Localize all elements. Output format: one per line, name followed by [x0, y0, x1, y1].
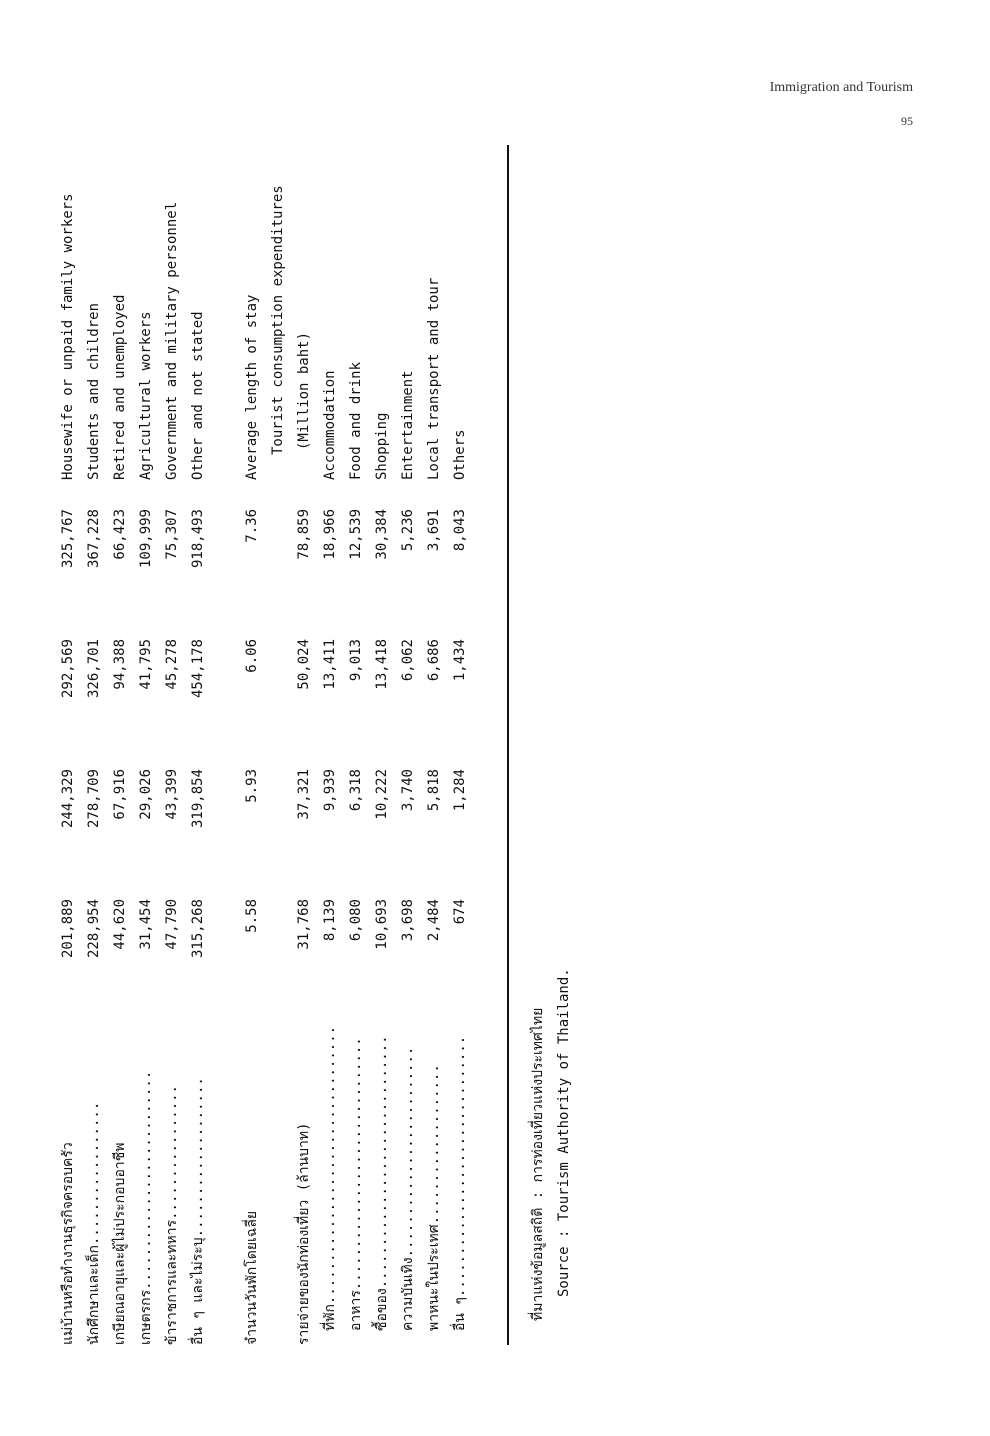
value-col2: 1,284 [452, 769, 468, 812]
english-label: Retired and unemployed [112, 294, 128, 480]
english-label: Shopping [374, 412, 390, 480]
english-label: Agricultural workers [138, 311, 154, 480]
value-col4: 7.36 [244, 509, 260, 543]
table-row [160, 145, 184, 1345]
value-col4: 109,999 [138, 509, 154, 569]
value-col4: 918,493 [190, 509, 206, 569]
value-col1: 8,139 [322, 899, 338, 942]
value-col1: 201,889 [60, 899, 76, 959]
value-col4: 3,691 [426, 509, 442, 552]
thai-label: เกษตรกร.......................... [138, 1070, 154, 1345]
thai-label: ที่พัก................................. [322, 1025, 338, 1331]
table-row [134, 145, 158, 1345]
value-col4: 12,539 [348, 509, 364, 560]
value-col1: 10,693 [374, 899, 390, 950]
thai-label: รายจ่ายของนักท่องเที่ยว (ล้านบาท) [296, 1122, 312, 1345]
value-col3: 13,411 [322, 639, 338, 690]
english-label: Other and not stated [190, 311, 206, 480]
value-col3: 326,701 [86, 639, 102, 699]
value-col4: 30,384 [374, 509, 390, 560]
value-col3: 292,569 [60, 639, 76, 699]
english-label: Tourist consumption expenditures [270, 185, 286, 455]
table-row [396, 145, 420, 1345]
thai-label: จำนวนวันพักโดยเฉลี่ย [244, 1210, 260, 1345]
value-col2: 319,854 [190, 769, 206, 829]
value-col3: 6,062 [400, 639, 416, 682]
thai-label: แม่บ้านหรือทำงานธุรกิจครอบครัว [60, 1142, 76, 1345]
thai-label: ซื้อของ.............................. [374, 1035, 390, 1331]
source-note-thai: ที่มาแห่งข้อมูลสถิติ : การท่องเที่ยวแห่งประเทศไทย [530, 1007, 546, 1321]
page-number: 95 [901, 114, 913, 128]
table-row [186, 145, 210, 1345]
value-col3: 13,418 [374, 639, 390, 690]
table-row [82, 145, 106, 1345]
value-col2: 10,222 [374, 769, 390, 820]
english-label: Accommodation [322, 370, 338, 480]
value-col3: 94,388 [112, 639, 128, 690]
table-row [318, 145, 342, 1345]
value-col1: 31,454 [138, 899, 154, 950]
table-bottom-rule [507, 145, 509, 1345]
value-col4: 5,236 [400, 509, 416, 552]
value-col1: 228,954 [86, 899, 102, 959]
table-row-expenditure-heading [266, 145, 290, 1345]
value-col2: 37,321 [296, 769, 312, 820]
english-label: Entertainment [400, 370, 416, 480]
value-col3: 1,434 [452, 639, 468, 682]
value-col3: 6,686 [426, 639, 442, 682]
value-col1: 47,790 [164, 899, 180, 950]
thai-label: นักศึกษาและเด็ก................. [86, 1101, 102, 1345]
thai-label: เกษียณอายุและผู้ไม่ประกอบอาชีพ [112, 1142, 128, 1345]
value-col4: 66,423 [112, 509, 128, 560]
value-col2: 278,709 [86, 769, 102, 829]
value-col2: 244,329 [60, 769, 76, 829]
value-col2: 6,318 [348, 769, 364, 812]
english-label: Government and military personnel [164, 201, 180, 480]
value-col3: 6.06 [244, 639, 260, 673]
value-col4: 18,966 [322, 509, 338, 560]
english-label: Others [452, 429, 468, 480]
value-col1: 315,268 [190, 899, 206, 959]
value-col1: 31,768 [296, 899, 312, 950]
value-col4: 78,859 [296, 509, 312, 560]
value-col1: 44,620 [112, 899, 128, 950]
value-col4: 75,307 [164, 509, 180, 560]
value-col3: 50,024 [296, 639, 312, 690]
value-col2: 5.93 [244, 769, 260, 803]
value-col3: 454,178 [190, 639, 206, 699]
rotated-statistics-table [40, 145, 580, 1345]
value-col1: 5.58 [244, 899, 260, 933]
value-col2: 29,026 [138, 769, 154, 820]
thai-label: ความบันเทิง......................... [400, 1046, 416, 1331]
value-col2: 5,818 [426, 769, 442, 812]
value-col1: 6,080 [348, 899, 364, 942]
value-col4: 325,767 [60, 509, 76, 569]
value-col2: 9,939 [322, 769, 338, 812]
running-header: Immigration and Tourism [769, 80, 913, 95]
english-label: Average length of stay [244, 294, 260, 480]
value-col4: 8,043 [452, 509, 468, 552]
thai-label: อื่น ๆ............................... [452, 1035, 468, 1331]
english-label: Housewife or unpaid family workers [60, 193, 76, 480]
thai-label: อาหาร.............................. [348, 1037, 364, 1331]
table-row [422, 145, 446, 1345]
table-row [56, 145, 80, 1345]
table-row [344, 145, 368, 1345]
value-col3: 41,795 [138, 639, 154, 690]
value-col2: 67,916 [112, 769, 128, 820]
table-row [448, 145, 472, 1345]
source-note-english: Source : Tourism Authority of Thailand. [556, 968, 572, 1297]
value-col1: 2,484 [426, 899, 442, 942]
value-col1: 674 [452, 899, 468, 925]
table-row [370, 145, 394, 1345]
value-col4: 367,228 [86, 509, 102, 569]
thai-label: อื่น ๆ และไม่ระบุ................... [190, 1077, 206, 1345]
value-col1: 3,698 [400, 899, 416, 942]
english-label: Food and drink [348, 361, 364, 480]
value-col3: 9,013 [348, 639, 364, 682]
value-col2: 3,740 [400, 769, 416, 812]
table-row-average-stay [240, 145, 264, 1345]
table-row [108, 145, 132, 1345]
english-label: (Million baht) [296, 331, 312, 450]
english-label: Local transport and tour [426, 277, 442, 480]
value-col3: 45,278 [164, 639, 180, 690]
thai-label: พาหนะในประเทศ................... [426, 1064, 442, 1331]
table-row-expenditure-total [292, 145, 316, 1345]
english-label: Students and children [86, 302, 102, 480]
thai-label: ข้าราชการและทหาร................ [164, 1085, 180, 1345]
value-col2: 43,399 [164, 769, 180, 820]
